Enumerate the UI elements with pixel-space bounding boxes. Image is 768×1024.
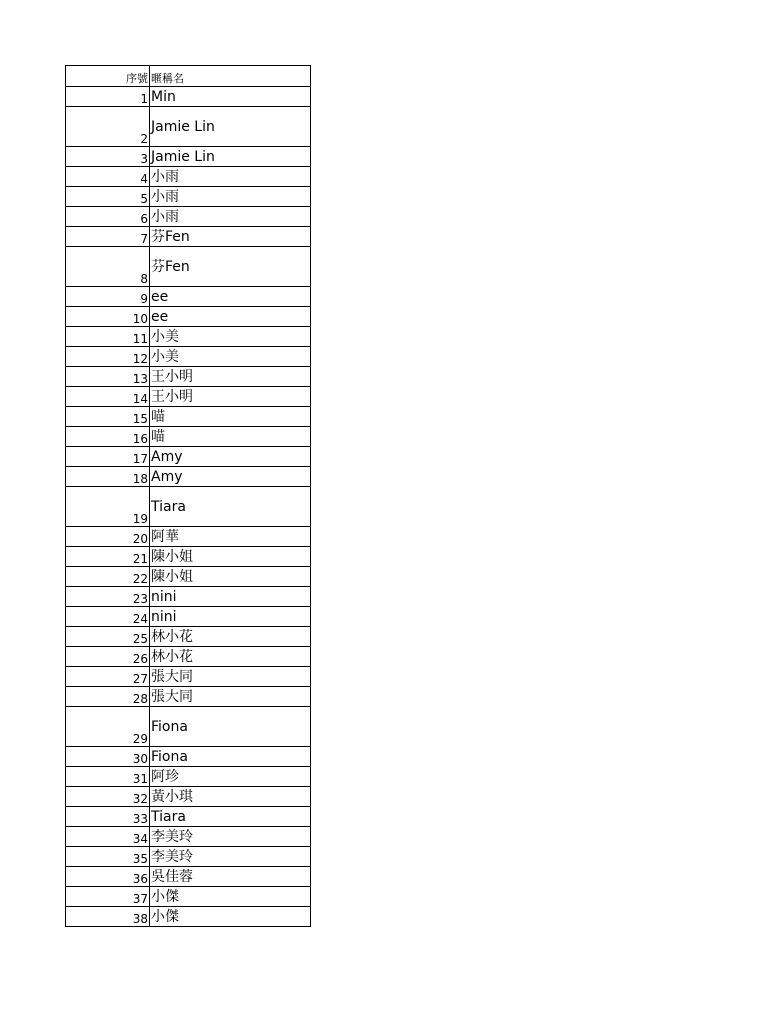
table-row — [66, 207, 311, 227]
name-cell[interactable]: ee — [150, 287, 311, 307]
row-number-cell[interactable]: 1 — [66, 87, 150, 107]
table-row — [66, 907, 311, 927]
name-cell[interactable]: 小雨 — [150, 207, 311, 227]
row-number-cell[interactable]: 20 — [66, 527, 150, 547]
table-row — [66, 187, 311, 207]
name-cell[interactable]: 小雨 — [150, 187, 311, 207]
name-cell[interactable]: 阿華 — [150, 527, 311, 547]
name-cell[interactable]: 張大同 — [150, 687, 311, 707]
name-cell[interactable]: 小傑 — [150, 907, 311, 927]
row-number-cell[interactable]: 32 — [66, 787, 150, 807]
table-row — [66, 707, 311, 747]
name-cell[interactable]: nini — [150, 587, 311, 607]
header-row — [66, 66, 311, 87]
name-cell[interactable]: 陳小姐 — [150, 567, 311, 587]
name-cell[interactable]: 王小明 — [150, 387, 311, 407]
name-cell[interactable]: 芬Fen — [150, 227, 311, 247]
name-cell[interactable]: Amy — [150, 467, 311, 487]
row-number-cell[interactable]: 38 — [66, 907, 150, 927]
name-cell[interactable]: 小傑 — [150, 887, 311, 907]
table-row — [66, 627, 311, 647]
name-cell[interactable]: 小美 — [150, 347, 311, 367]
row-number-cell[interactable]: 29 — [66, 707, 150, 747]
name-cell[interactable]: ee — [150, 307, 311, 327]
row-number-cell[interactable]: 31 — [66, 767, 150, 787]
name-cell[interactable]: Amy — [150, 447, 311, 467]
row-number-cell[interactable]: 13 — [66, 367, 150, 387]
table-row — [66, 567, 311, 587]
table-row — [66, 887, 311, 907]
table-row — [66, 347, 311, 367]
table-row — [66, 767, 311, 787]
row-number-cell[interactable]: 30 — [66, 747, 150, 767]
table-row — [66, 407, 311, 427]
table-row — [66, 467, 311, 487]
name-cell[interactable]: 王小明 — [150, 367, 311, 387]
row-number-cell[interactable]: 17 — [66, 447, 150, 467]
table-row — [66, 87, 311, 107]
name-cell[interactable]: 林小花 — [150, 647, 311, 667]
row-number-cell[interactable]: 23 — [66, 587, 150, 607]
name-cell[interactable]: Min — [150, 87, 311, 107]
table-row — [66, 867, 311, 887]
name-cell[interactable]: 張大同 — [150, 667, 311, 687]
table-row — [66, 307, 311, 327]
row-number-cell[interactable]: 28 — [66, 687, 150, 707]
name-cell[interactable]: Fiona — [150, 707, 311, 747]
table-row — [66, 327, 311, 347]
table-row — [66, 547, 311, 567]
name-cell[interactable]: nini — [150, 607, 311, 627]
name-cell[interactable]: 小雨 — [150, 167, 311, 187]
row-number-cell[interactable]: 18 — [66, 467, 150, 487]
row-number-cell[interactable]: 27 — [66, 667, 150, 687]
table-row — [66, 287, 311, 307]
row-number-cell[interactable]: 6 — [66, 207, 150, 227]
name-cell[interactable]: 芬Fen — [150, 247, 311, 287]
table-row — [66, 367, 311, 387]
row-number-cell[interactable]: 11 — [66, 327, 150, 347]
column-header-name[interactable]: 暱稱名 — [150, 66, 311, 87]
name-cell[interactable]: 喵 — [150, 427, 311, 447]
row-number-cell[interactable]: 3 — [66, 147, 150, 167]
table-row — [66, 687, 311, 707]
table-row — [66, 167, 311, 187]
table-row — [66, 587, 311, 607]
table-row — [66, 387, 311, 407]
name-cell[interactable]: Fiona — [150, 747, 311, 767]
name-cell[interactable]: 吳佳蓉 — [150, 867, 311, 887]
table-body — [66, 87, 311, 927]
row-number-cell[interactable]: 4 — [66, 167, 150, 187]
row-number-cell[interactable]: 25 — [66, 627, 150, 647]
name-cell[interactable]: Tiara — [150, 807, 311, 827]
table-row — [66, 847, 311, 867]
row-number-cell[interactable]: 7 — [66, 227, 150, 247]
row-number-cell[interactable]: 19 — [66, 487, 150, 527]
table-row — [66, 787, 311, 807]
table-row — [66, 427, 311, 447]
row-number-cell[interactable]: 12 — [66, 347, 150, 367]
row-number-cell[interactable]: 9 — [66, 287, 150, 307]
name-cell[interactable]: 黃小琪 — [150, 787, 311, 807]
name-cell[interactable]: 林小花 — [150, 627, 311, 647]
row-number-cell[interactable]: 16 — [66, 427, 150, 447]
name-cell[interactable]: 陳小姐 — [150, 547, 311, 567]
row-number-cell[interactable]: 34 — [66, 827, 150, 847]
row-number-cell[interactable]: 14 — [66, 387, 150, 407]
row-number-cell[interactable]: 26 — [66, 647, 150, 667]
table-row — [66, 807, 311, 827]
name-cell[interactable]: Tiara — [150, 487, 311, 527]
name-cell[interactable]: Jamie Lin — [150, 107, 311, 147]
name-cell[interactable]: 李美玲 — [150, 847, 311, 867]
row-number-cell[interactable]: 5 — [66, 187, 150, 207]
row-number-cell[interactable]: 35 — [66, 847, 150, 867]
spreadsheet-table — [65, 65, 311, 927]
name-cell[interactable]: 喵 — [150, 407, 311, 427]
name-cell[interactable]: 李美玲 — [150, 827, 311, 847]
row-number-cell[interactable]: 36 — [66, 867, 150, 887]
column-header-number[interactable]: 序號 — [66, 66, 150, 87]
row-number-cell[interactable]: 10 — [66, 307, 150, 327]
table-row — [66, 227, 311, 247]
table-row — [66, 107, 311, 147]
table-row — [66, 827, 311, 847]
row-number-cell[interactable]: 24 — [66, 607, 150, 627]
table-row — [66, 647, 311, 667]
name-cell[interactable]: Jamie Lin — [150, 147, 311, 167]
row-number-cell[interactable]: 8 — [66, 247, 150, 287]
row-number-cell[interactable]: 15 — [66, 407, 150, 427]
table-row — [66, 247, 311, 287]
table-row — [66, 527, 311, 547]
row-number-cell[interactable]: 22 — [66, 567, 150, 587]
table-row — [66, 607, 311, 627]
table-row — [66, 747, 311, 767]
row-number-cell[interactable]: 37 — [66, 887, 150, 907]
table-row — [66, 487, 311, 527]
row-number-cell[interactable]: 21 — [66, 547, 150, 567]
name-cell[interactable]: 小美 — [150, 327, 311, 347]
row-number-cell[interactable]: 33 — [66, 807, 150, 827]
row-number-cell[interactable]: 2 — [66, 107, 150, 147]
name-cell[interactable]: 阿珍 — [150, 767, 311, 787]
table-row — [66, 447, 311, 467]
table-row — [66, 147, 311, 167]
table-row — [66, 667, 311, 687]
